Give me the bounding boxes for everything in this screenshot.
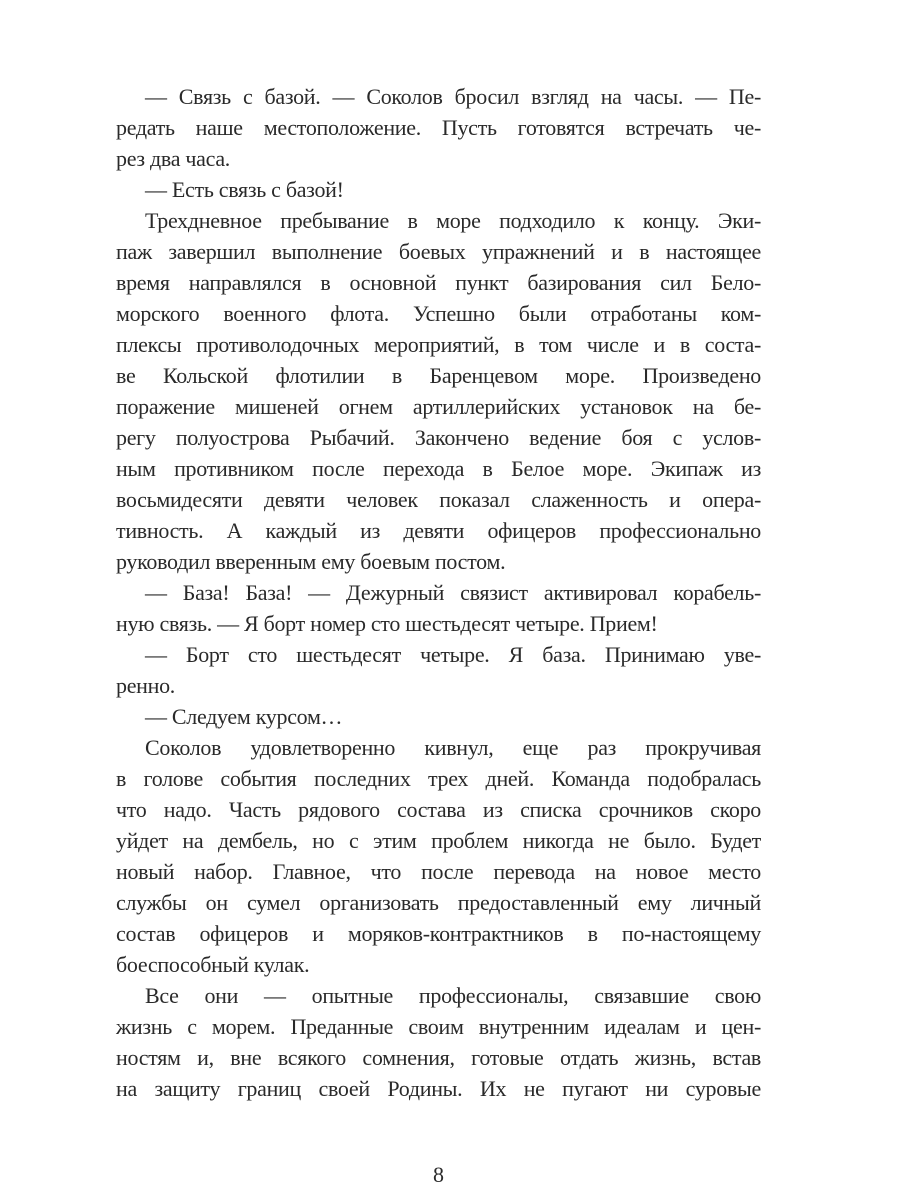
text-line: уйдет на дембель, но с этим проблем никогда не было. Будет <box>116 828 761 853</box>
text-line: состав офицеров и моряков-контрактников в по-настоящему <box>116 921 761 946</box>
paragraph <box>116 174 761 205</box>
text-line: плексы противолодочных мероприятий, в том числе и в соста- <box>116 332 761 357</box>
text-line: ностям и, вне всякого сомнения, готовые отдать жизнь, встав <box>116 1045 761 1070</box>
paragraph <box>116 639 761 701</box>
text-line: — База! База! — Дежурный связист активировал корабель- <box>145 580 761 605</box>
text-line: новый набор. Главное, что после перевода на новое место <box>116 859 761 884</box>
paragraph <box>116 701 761 732</box>
text-line: руководил вверенным ему боевым постом. <box>116 549 506 574</box>
text-line: на защиту границ своей Родины. Их не пугают ни суровые <box>116 1076 761 1101</box>
text-line: поражение мишеней огнем артиллерийских установок на бе- <box>116 394 761 419</box>
text-line: редать наше местоположение. Пусть готовятся встречать че- <box>116 115 761 140</box>
text-line: рез два часа. <box>116 146 231 171</box>
text-line: ренно. <box>116 673 176 698</box>
book-page-text <box>116 81 761 1104</box>
text-line: Все они — опытные профессионалы, связавшие свою <box>145 983 761 1008</box>
text-line: регу полуострова Рыбачий. Закончено ведение боя с услов- <box>116 425 761 450</box>
text-line: — Есть связь с базой! <box>145 177 344 202</box>
text-line: ве Кольской флотилии в Баренцевом море. Произведено <box>116 363 761 388</box>
paragraph <box>116 81 761 174</box>
text-line: — Следуем курсом… <box>145 704 343 729</box>
paragraph <box>116 732 761 980</box>
paragraph <box>116 980 761 1104</box>
text-line: жизнь с морем. Преданные своим внутренним идеалам и цен- <box>116 1014 761 1039</box>
text-line: паж завершил выполнение боевых упражнений и в настоящее <box>116 239 761 264</box>
text-line: морского военного флота. Успешно были отработаны ком- <box>116 301 761 326</box>
text-line: Трехдневное пребывание в море подходило к концу. Эки- <box>145 208 761 233</box>
text-line: боеспособный кулак. <box>116 952 310 977</box>
paragraph <box>116 205 761 577</box>
text-line: — Борт сто шестьдесят четыре. Я база. Принимаю уве- <box>145 642 761 667</box>
text-line: ную связь. — Я борт номер сто шестьдесят четыре. Прием! <box>116 611 658 636</box>
text-line: ным противником после перехода в Белое море. Экипаж из <box>116 456 761 481</box>
text-line: что надо. Часть рядового состава из списка срочников скоро <box>116 797 761 822</box>
paragraph <box>116 577 761 639</box>
text-line: восьмидесяти девяти человек показал слаженность и опера- <box>116 487 761 512</box>
text-line: тивность. А каждый из девяти офицеров профессионально <box>116 518 761 543</box>
text-line: время направлялся в основной пункт базирования сил Бело- <box>116 270 761 295</box>
text-line: службы он сумел организовать предоставленный ему личный <box>116 890 761 915</box>
text-line: — Связь с базой. — Соколов бросил взгляд на часы. — Пе- <box>145 84 761 109</box>
page-number: 8 <box>433 1162 444 1187</box>
text-line: в голове события последних трех дней. Команда подобралась <box>116 766 761 791</box>
book-page <box>116 81 761 1190</box>
text-line: Соколов удовлетворенно кивнул, еще раз прокручивая <box>145 735 761 760</box>
